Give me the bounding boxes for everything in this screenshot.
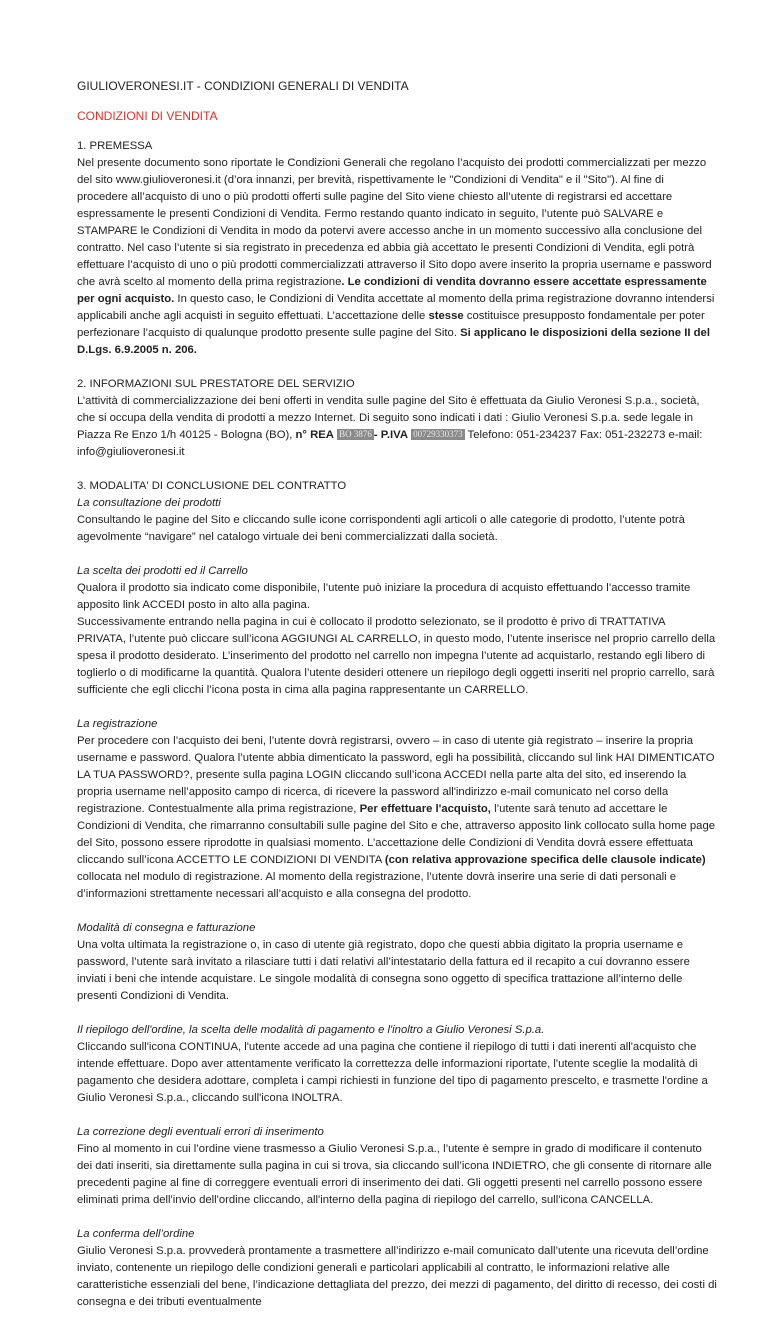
section-prestatore xyxy=(77,376,717,461)
subheading-carrello: La scelta dei prodotti ed il Carrello xyxy=(77,565,248,577)
carrello-paragraph-2: Successivamente entrando nella pagina in cui è collocato il prodotto selezionato, se il prodotto è privo di TRATTATIVA PRIVATA, l’utente può cliccare sull’icona AGGIUNGI AL CARRELLO, in questo modo, l’utente inserisce nel proprio carrello della spesa il prodotto desiderato. L’inserimento del prodotto nel carrello non impegna l’utente ad acquistarlo, restando egli libero di toglierlo o di modificarne la quantità. Qualora l’utente desideri ottenere un riepilogo degli oggetti inseriti nel proprio carrello, sarà sufficiente che egli clicchi l’icona posta in cima alla pagina rappresentante un CARRELLO. xyxy=(77,616,716,696)
consegna-paragraph: Una volta ultimata la registrazione o, in caso di utente già registrato, dopo che questi abbia digitato la propria username e password, l’utente sarà invitato a rilasciare tutti i dati relativi all’intestatario della fattura ed il recapito a cui dovranno essere inviati i beni che intende acquistare. Le singole modalità di consegna sono oggetto di specifica trattazione all’interno delle presenti Condizioni di Vendita. xyxy=(77,939,690,1002)
subheading-consegna: Modalità di consegna e fatturazione xyxy=(77,922,256,934)
consultazione-paragraph: Consultando le pagine del Sito e cliccando sulle icone corrispondenti agli articoli o alle categorie di prodotto, l’utente potrà agevolmente “navigare” nel catalogo virtuale dei beni commercializzati dalla società. xyxy=(77,514,685,543)
registrazione-paragraph xyxy=(77,733,717,903)
section-title-premessa: 1. PREMESSA xyxy=(77,140,153,152)
premessa-text-1: Nel presente documento sono riportate le Condizioni Generali che regolano l’acquisto dei prodotti commercializzati per mezzo del sito www.giulioveronesi.it (d’ora innanzi, per brevità, rispettivamente le "Condizioni di Vendita" e il "Sito"). Al fine di procedere all’acquisto di uno o più prodotti offerti sulle pagine del Sito viene chiesto all’utente di registrarsi ed accettare espressamente le presenti Condizioni di Vendita. Fermo restando quanto indicato in seguito, l’utente può SALVARE e STAMPARE le Condizioni di Vendita in modo da potervi avere accesso anche in un momento successivo alla conclusione del contratto. Nel caso l’utente si sia registrato in precedenza ed abbia già accettato le presenti Condizioni di Vendita, egli potrà effettuare l’acquisto di uno o più prodotti commercializzati attraverso il Sito dopo avere inserito la propria username e password che avrà scelto al momento della prima registrazione xyxy=(77,157,712,288)
document-body xyxy=(77,78,717,1328)
prestatore-paragraph xyxy=(77,393,717,461)
rea-label: n° REA xyxy=(295,429,334,441)
rea-value-redacted: BO 3876 xyxy=(339,429,372,439)
registrazione-bold-1: Per effettuare l'acquisto, xyxy=(359,803,491,815)
separator: - xyxy=(373,429,378,441)
subheading-consultazione: La consultazione dei prodotti xyxy=(77,497,221,509)
subheading-riepilogo: Il riepilogo dell'ordine, la scelta delle modalità di pagamento e l'inoltro a Giulio Veronesi S.p.a. xyxy=(77,1024,545,1036)
subheading-correzione: La correzione degli eventuali errori di inserimento xyxy=(77,1126,324,1138)
piva-label: P.IVA xyxy=(377,429,408,441)
piva-value-redacted: 00729330373 xyxy=(413,429,463,439)
correzione-paragraph: Fino al momento in cui l’ordine viene trasmesso a Giulio Veronesi S.p.a., l’utente è sempre in grado di modificare il contenuto dei dati inseriti, sia direttamente sulla pagina in cui si trova, sia cliccando sull’icona INDIETRO, che gli consente di ritornare alle precedenti pagine al fine di correggere eventuali errori di inserimento dei dati. Gli oggetti presenti nel carrello possono essere eliminati prima dell'invio dell'ordine cliccando, all'interno della pagina di riepilogo del carrello, sull'icona CANCELLA. xyxy=(77,1143,712,1206)
premessa-paragraph xyxy=(77,155,717,359)
section-title-prestatore: 2. INFORMAZIONI SUL PRESTATORE DEL SERVIZIO xyxy=(77,378,355,390)
premessa-text-2: In questo caso, le Condizioni di Vendita accettate al momento della prima registrazione dovranno intendersi applicabili anche agli acquisti in seguito effettuati. L’accettazione delle xyxy=(77,293,715,322)
section-title-conclusione: 3. MODALITA' DI CONCLUSIONE DEL CONTRATTO xyxy=(77,480,347,492)
document-title: GIULIOVERONESI.IT - CONDIZIONI GENERALI DI VENDITA xyxy=(77,79,409,93)
subheading-conferma: La conferma dell’ordine xyxy=(77,1228,195,1240)
registrazione-text-2: l’utente sarà tenuto ad accettare le Condizioni di Vendita, che rimarranno consultabili sulle pagine del Sito e che, attraverso apposito link collocato sulla home page del Sito, possono essere riprodotte in qualsiasi momento. L’accettazione delle Condizioni di Vendita dovrà essere effettuata cliccando sull’icona ACCETTO LE CONDIZIONI DI VENDITA xyxy=(77,803,716,866)
section-premessa xyxy=(77,138,717,359)
registrazione-bold-2: (con relativa approvazione specifica delle clausole indicate) xyxy=(384,854,706,866)
registrazione-text-3: collocata nel modulo di registrazione. Al momento della registrazione, l’utente dovrà inserire una serie di dati personali e d’informazioni strettamente necessari all’acquisto e alla consegna del prodotto. xyxy=(77,871,677,900)
carrello-paragraph-1: Qualora il prodotto sia indicato come disponibile, l’utente può iniziare la procedura di acquisto effettuando l’accesso tramite apposito link ACCEDI posto in alto alla pagina. xyxy=(77,582,691,611)
premessa-bold-3: Si applicano le disposizioni della sezione II del D.Lgs. 6.9.2005 n. 206. xyxy=(77,327,710,356)
premessa-text-3: costituisce presupposto fondamentale per poter perfezionare l’acquisto di qualunque prodotto presente sulle pagine del Sito. xyxy=(77,310,705,339)
riepilogo-paragraph: Cliccando sull'icona CONTINUA, l'utente accede ad una pagina che contiene il riepilogo di tutti i dati inerenti all'acquisto che intende effettuare. Dopo aver attentamente verificato la correttezza delle informazioni riportate, l'utente sceglie la modalità di pagamento che desidera adottare, completa i campi richiesti in funzione del tipo di pagamento prescelto, e trasmette l'ordine a Giulio Veronesi S.p.a., cliccando sull'icona INOLTRA. xyxy=(77,1041,708,1104)
conferma-paragraph: Giulio Veronesi S.p.a. provvederà prontamente a trasmettere all’indirizzo e-mail comunicato dall’utente una ricevuta dell’ordine inviato, contenente un riepilogo delle condizioni generali e particolari applicabili al contratto, le informazioni relative alle caratteristiche essenziali del bene, l’indicazione dettagliata del prezzo, dei mezzi di pagamento, del diritto di recesso, dei costi di consegna e dei tributi eventualmente xyxy=(77,1245,717,1308)
prestatore-text-1: L’attività di commercializzazione dei beni offerti in vendita sulle pagine del Sito è effettuata da Giulio Veronesi S.p.a., società, che si occupa della vendita di prodotti a mezzo Internet. Di seguito sono indicati i dati : Giulio Veronesi S.p.a. sede legale in Piazza Re Enzo 1/h 40125 - Bologna (BO), xyxy=(77,395,700,441)
premessa-bold-1: . Le condizioni di vendita dovranno essere accettate espressamente per ogni acquisto. xyxy=(77,276,707,305)
premessa-bold-2: stesse xyxy=(428,310,464,322)
registrazione-text-1: Per procedere con l’acquisto dei beni, l’utente dovrà registrarsi, ovvero – in caso di utente già registrato – inserire la propria username e password. Qualora l’utente abbia dimenticato la password, egli ha possibilità, cliccando sul link HAI DIMENTICATO LA TUA PASSWORD?, presente sulla pagina LOGIN cliccando sull’icona ACCEDI nella parte alta del sito, ed inserendo la propria username nell’apposito campo di ricerca, di ricevere la password all'indirizzo e-mail comunicato nel corso della registrazione. Contestualmente alla prima registrazione, xyxy=(77,735,715,815)
subheading-registrazione: La registrazione xyxy=(77,718,158,730)
section-heading: CONDIZIONI DI VENDITA xyxy=(77,109,218,123)
contact-info: Telefono: 051-234237 Fax: 051-232273 e-mail: info@giulioveronesi.it xyxy=(77,429,703,458)
section-conclusione xyxy=(77,478,717,1311)
